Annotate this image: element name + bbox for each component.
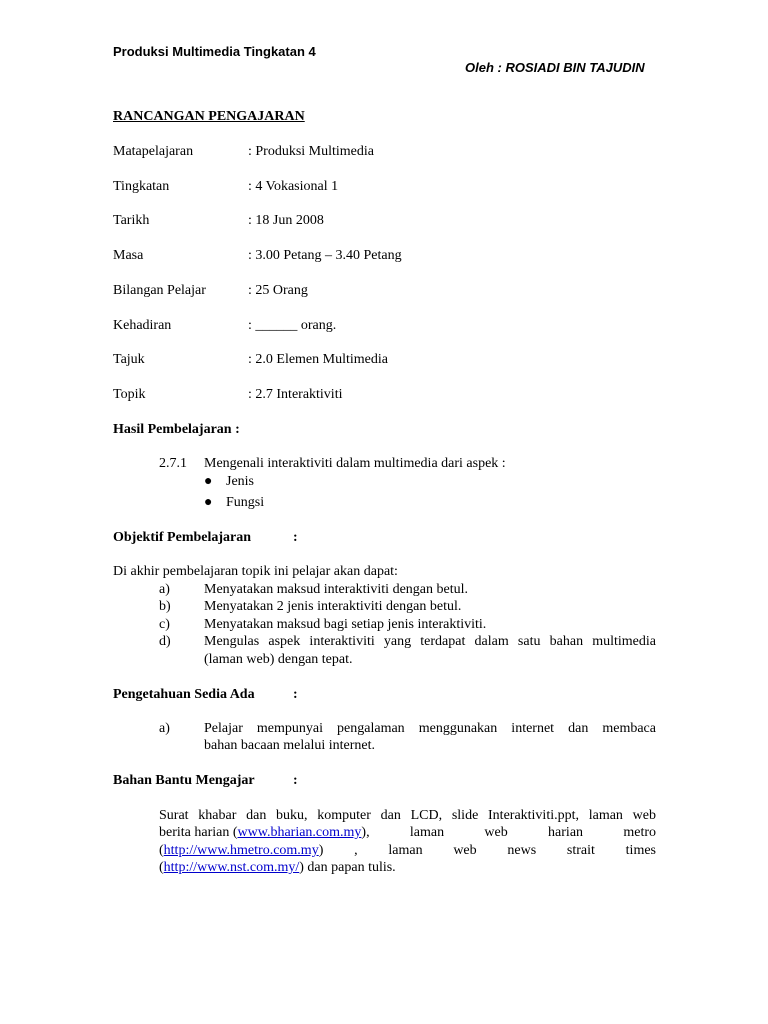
objektif-marker: c) bbox=[159, 617, 170, 632]
bahan-colon: : bbox=[293, 773, 298, 788]
objektif-intro: Di akhir pembelajaran topik ini pelajar akan dapat: bbox=[113, 564, 398, 579]
info-label-masa: Masa bbox=[113, 248, 144, 263]
pengetahuan-marker: a) bbox=[159, 721, 170, 736]
bahan-line bbox=[159, 824, 656, 841]
objektif-heading: Objektif Pembelajaran bbox=[113, 530, 252, 545]
info-label-kehadiran: Kehadiran bbox=[113, 318, 172, 333]
objektif-item: Mengulas aspek interaktiviti yang terdapat dalam satu bahan multimedia bbox=[204, 634, 656, 649]
info-value-masa: : 3.00 Petang – 3.40 Petang bbox=[248, 248, 402, 263]
bahan-text: ( bbox=[159, 860, 164, 875]
bullet-icon: ● bbox=[204, 474, 213, 489]
info-label-topik: Topik bbox=[113, 387, 146, 402]
bullet-icon: ● bbox=[204, 495, 213, 510]
info-value-matapelajaran: : Produksi Multimedia bbox=[248, 144, 374, 159]
objektif-marker: b) bbox=[159, 599, 171, 614]
bahan-text: ( bbox=[159, 843, 164, 858]
page-title: RANCANGAN PENGAJARAN bbox=[113, 109, 305, 124]
info-label-bilangan: Bilangan Pelajar bbox=[113, 283, 206, 298]
bahan-text: ), laman web harian metro bbox=[361, 825, 656, 840]
objektif-marker: a) bbox=[159, 582, 170, 597]
bahan-line bbox=[159, 859, 396, 876]
objektif-item: Menyatakan maksud interaktiviti dengan betul. bbox=[204, 582, 468, 597]
objektif-marker: d) bbox=[159, 634, 171, 649]
info-value-kehadiran: : ______ orang. bbox=[248, 318, 337, 333]
pengetahuan-heading: Pengetahuan Sedia Ada bbox=[113, 687, 255, 702]
pengetahuan-text: Pelajar mempunyai pengalaman menggunakan internet dan membaca bbox=[204, 721, 656, 736]
bahan-line: Surat khabar dan buku, komputer dan LCD, slide Interaktiviti.ppt, laman web bbox=[159, 808, 656, 823]
link-bharian[interactable]: www.bharian.com.my bbox=[237, 825, 362, 840]
hasil-bullet-item bbox=[204, 494, 324, 511]
hasil-bullet-item bbox=[204, 473, 324, 490]
link-hmetro[interactable]: http://www.hmetro.com.my bbox=[163, 843, 319, 858]
bahan-text: ) dan papan tulis. bbox=[299, 860, 396, 875]
hasil-heading: Hasil Pembelajaran : bbox=[113, 422, 240, 437]
hasil-bullet-text: Fungsi bbox=[226, 495, 265, 510]
hasil-bullet-text: Jenis bbox=[226, 474, 254, 489]
info-value-tarikh: : 18 Jun 2008 bbox=[248, 213, 324, 228]
bahan-text: ) , laman web news strait times bbox=[318, 843, 656, 858]
hasil-code: 2.7.1 bbox=[159, 456, 187, 471]
objektif-item: Menyatakan maksud bagi setiap jenis interaktiviti. bbox=[204, 617, 487, 632]
info-label-tajuk: Tajuk bbox=[113, 352, 145, 367]
pengetahuan-colon: : bbox=[293, 687, 298, 702]
info-value-tingkatan: : 4 Vokasional 1 bbox=[248, 179, 339, 194]
header-author: Oleh : ROSIADI BIN TAJUDIN bbox=[465, 60, 645, 75]
info-label-tarikh: Tarikh bbox=[113, 213, 150, 228]
link-nst[interactable]: http://www.nst.com.my/ bbox=[163, 860, 300, 875]
info-label-matapelajaran: Matapelajaran bbox=[113, 144, 194, 159]
info-value-bilangan: : 25 Orang bbox=[248, 283, 308, 298]
pengetahuan-text-cont: bahan bacaan melalui internet. bbox=[204, 738, 376, 753]
objektif-item-cont: (laman web) dengan tepat. bbox=[204, 652, 353, 667]
bahan-text: berita harian ( bbox=[159, 825, 238, 840]
objektif-item: Menyatakan 2 jenis interaktiviti dengan betul. bbox=[204, 599, 462, 614]
hasil-text: Mengenali interaktiviti dalam multimedia dari aspek : bbox=[204, 456, 506, 471]
bahan-line bbox=[159, 842, 656, 859]
info-value-topik: : 2.7 Interaktiviti bbox=[248, 387, 343, 402]
objektif-colon: : bbox=[293, 530, 298, 545]
header-course: Produksi Multimedia Tingkatan 4 bbox=[113, 44, 316, 59]
info-value-tajuk: : 2.0 Elemen Multimedia bbox=[248, 352, 388, 367]
bahan-heading: Bahan Bantu Mengajar bbox=[113, 773, 255, 788]
info-label-tingkatan: Tingkatan bbox=[113, 179, 170, 194]
